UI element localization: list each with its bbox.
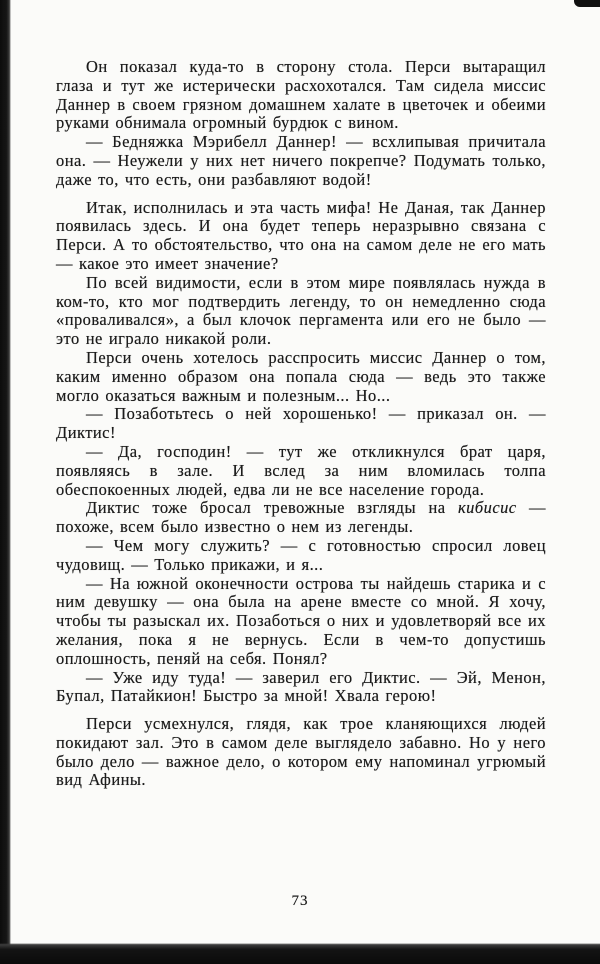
paragraph — [56, 199, 546, 274]
page-number: 73 — [291, 893, 309, 909]
text-segment: Перси усмехнулся, глядя, как трое кланяющихся людей покидают зал. Это в самом деле выглядело забавно. Но у него было дело — важное дело, о котором ему напоминал угрюмый вид Афины. — [56, 714, 546, 790]
text-segment: Итак, исполнилась и эта часть мифа! Не Даная, так Даннер появилась здесь. И она будет теперь неразрывно связана с Перси. А то обстоятельство, что она на самом деле не его мать — какое это имеет значение? — [56, 197, 546, 273]
text-segment: Диктис тоже бросал тревожные взгляды на — [86, 498, 458, 518]
paragraph — [56, 575, 546, 669]
text-segment: — Да, господин! — тут же откликнулся брат царя, появляясь в зале. И вслед за ним вломилась толпа обеспокоенных людей, едва ли не все население города. — [56, 441, 546, 499]
paragraph — [56, 537, 546, 575]
text-segment: — Позаботьтесь о ней хорошенько! — приказал он. — Диктис! — [56, 404, 546, 443]
paragraph — [56, 274, 546, 349]
paragraph — [56, 669, 546, 707]
paragraph — [56, 349, 546, 405]
text-segment: Он показал куда-то в сторону стола. Перси вытаращил глаза и тут же истерически расхохотался. Там сидела миссис Даннер в своем грязном домашнем халате в цветочек и обеими руками обнимала огромный бурдюк с вином. — [56, 57, 546, 133]
text-segment: — Бедняжка Мэрибелл Даннер! — всхлипывая причитала она. — Неужели у них нет ничего покрепче? Подумать только, даже то, что есть, они разбавляют водой! — [56, 132, 546, 189]
paragraph — [56, 58, 546, 133]
scan-edge-bottom — [0, 943, 600, 964]
paragraph — [56, 443, 546, 499]
text-segment: — Чем могу служить? — с готовностью спросил ловец чудовищ. — Только прикажи, и я... — [56, 535, 546, 574]
scan-edge-left — [0, 0, 11, 964]
text-segment: Перси очень хотелось расспросить миссис Даннер о том, каким именно образом она попала сюда — ведь это также могло оказаться важным и полезным... Но... — [56, 347, 546, 405]
paragraph — [56, 499, 546, 537]
paragraph — [56, 715, 546, 790]
text-segment: По всей видимости, если в этом мире появлялась нужда в ком-то, кто мог подтвердить легенду, то он немедленно сюда «проваливался», а был клочок пергамента или его не было — это не играло никакой роли. — [56, 272, 546, 349]
text-block — [56, 58, 546, 790]
text-segment: — На южной оконечности острова ты найдешь старика и с ним девушку — она была на арене вместе со мной. Я хочу, чтобы ты разыскал их. Позаботься о них и удовлетворяй все их желания, пока я не вернусь. Если в чем-то допустишь оплошность, пеняй на себя. Понял? — [56, 573, 546, 668]
text-segment: — похоже, всем было известно о нем из легенды. — [56, 498, 546, 537]
text-segment: — Уже иду туда! — заверил его Диктис. — Эй, Менон, Бупал, Патайкион! Быстро за мной! Хвала герою! — [56, 667, 546, 706]
paragraph — [56, 133, 546, 189]
italic-term: кибисис — [458, 498, 517, 518]
scan-corner-mark — [574, 0, 600, 7]
paragraph — [56, 405, 546, 443]
